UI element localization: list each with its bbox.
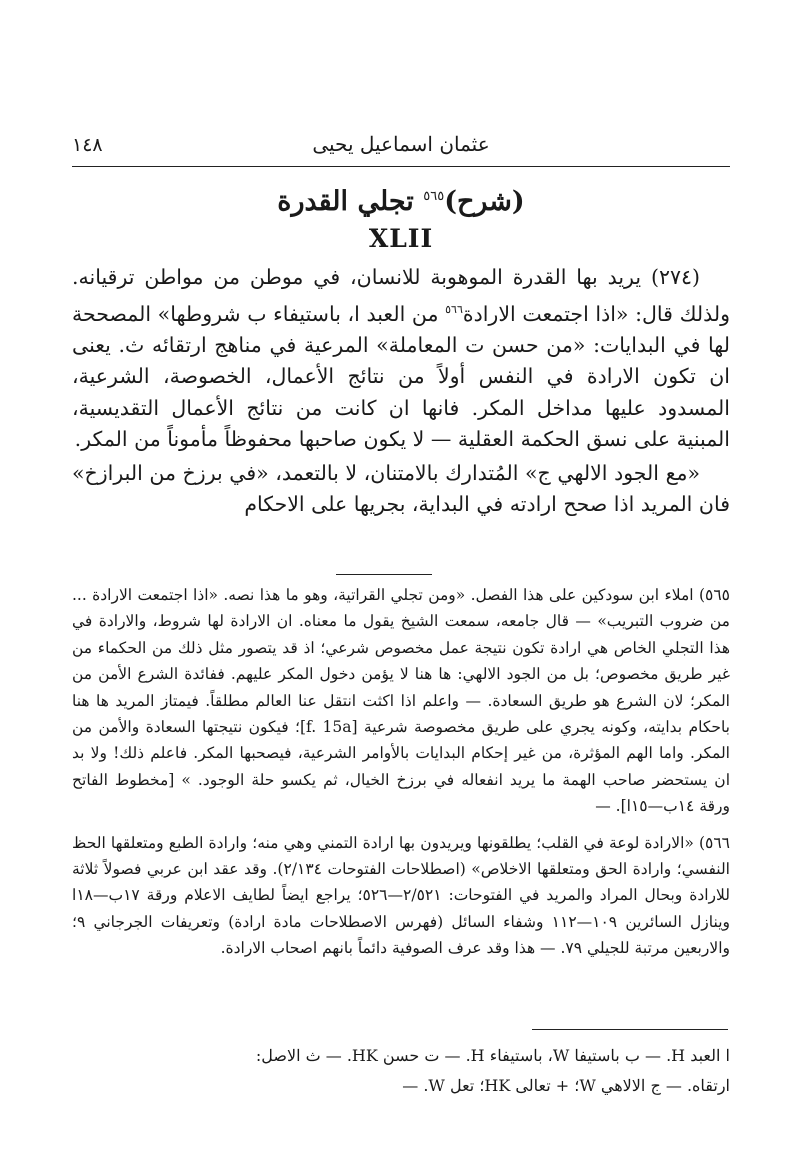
critical-apparatus <box>72 1041 730 1101</box>
header-rule <box>72 166 730 167</box>
footnote-566: ٥٦٦) «الارادة لوعة في القلب؛ يطلقونها ويريدون بها ارادة التمني وهي منه؛ وارادة الطبع ومتعلقها الحظ النفسي؛ وارادة الحق ومتعلقها الاخلاص» (اصطلاحات الفتوحات ٢/١٣٤). وقد عقد ابن عربي فصولاً ثلاثة للارادة وبحال المراد والمريد في الفتوحات: ٢/٥٢١—٥٢٦؛ يراجع ايضاً لطايف الاعلام ورقة ١٧ب—١٨ا وينازل السائرين ١٠٩—١١٢ وشفاء السائل (فهرس الاصطلاحات مادة ارادة) وتعريفات الجرجاني ٩؛ والاربعين مرتبة للجيلي ٧٩. — هذا وقد عرف الصوفية دائماً بانهم اصحاب الارادة. <box>72 833 730 958</box>
title-text: (شرح) <box>444 186 525 217</box>
paragraph <box>72 262 730 456</box>
paragraph-1-continued: من العبد ا، باستيفاء ب شروطها» المصححة لها في البدايات: «من حسن ت المعاملة» المرعية في مناهج ارتقائه ث. يعنى ان تكون الارادة في النفس أولاً من نتائج الأعمال، الخصوصة، الشرعية، المسدود عليها مداخل المكر. فانها ان كانت من نتائج الأعمال التقديسية، المبنية على نسق الحكمة العقلية — لا يكون صاحبها محفوظاً مأموناً من المكر. <box>72 301 730 452</box>
page-number: ١٤٨ <box>72 134 103 156</box>
footnotes <box>72 582 730 962</box>
paragraph-2: «مع الجود الالهي ج» المُتدارك بالامتنان، لا بالتعمد، «في برزخ من البرازخ» فان المريد اذا صحح ارادته في البداية، بجريها على الاحكام <box>72 460 730 517</box>
section-roman-numeral: XLII <box>368 224 434 253</box>
paragraph-1-note-ref: ٥٦٦ <box>445 302 463 316</box>
running-head: عثمان اسماعيل يحيى <box>312 132 490 156</box>
page-header <box>72 128 730 168</box>
footnote-separator <box>336 574 432 575</box>
main-text <box>72 262 730 521</box>
title-rest: تجلي القدرة <box>277 186 414 217</box>
footnote-565: ٥٦٥) املاء ابن سودكين على هذا الفصل. «ومن تجلي القراتية، وهو ما هذا نصه. «اذا اجتمعت الارادة ... من ضروب التبريب» — قال جامعه، سمعت الشيخ يقول ما معناه. ان الارادة لها شروط، والارادة في هذا التجلي الخاص هي ارادة تكون نتيجة عمل مخصوص شرعي؛ اذ قد يتصور مثل ذلك من الحكماء من غير طريق مخصوص؛ بل من الجود الالهي: ها هنا لا يؤمن دخول المكر عليهم. ففائدة الشرع الأمن من المكر؛ لان الشرع هو طريق السعادة. — واعلم اذا اكثت انتقل عنا العالم مطلقاً. فيمتاز المريد ها هنا باحكام بدايته، وكونه يجري على طريق مخصوصة شرعية [f. 15a]؛ فيكون نتيجتها السعادة والأمن من المكر. واما الهم المؤثرة، من غير إحكام البدايات بالأوامر الشرعية، فيصحبها المكر. فاعلم ذلك! ولا بد ان يستحضر صاحب الهمة ما يريد انفعاله في برزخ الخيال، ثم يكسو حلة الوجود. » [مخطوط الفاتح ورقة ١٤ب—١٥ا]. — <box>72 586 730 816</box>
apparatus-line: ا العبد H. — ب باستيفا W، باستيفاء H. — ت حسن HK. — ث الاصل: <box>255 1046 730 1065</box>
paragraph-1-start: (٢٧٤) يريد بها القدرة الموهوبة للانسان، في موطن من مواطن ترقيانه. ولذلك قال: «اذا اجتمعت الارادة <box>72 265 730 326</box>
title-note-ref: ٥٦٥ <box>423 189 445 204</box>
apparatus-separator <box>532 1029 728 1030</box>
apparatus-line: ارتقاه. — ج الالاهي W؛ + تعالى HK؛ تعل W. — <box>402 1076 730 1095</box>
paragraph <box>72 458 730 521</box>
section-title <box>72 186 730 217</box>
